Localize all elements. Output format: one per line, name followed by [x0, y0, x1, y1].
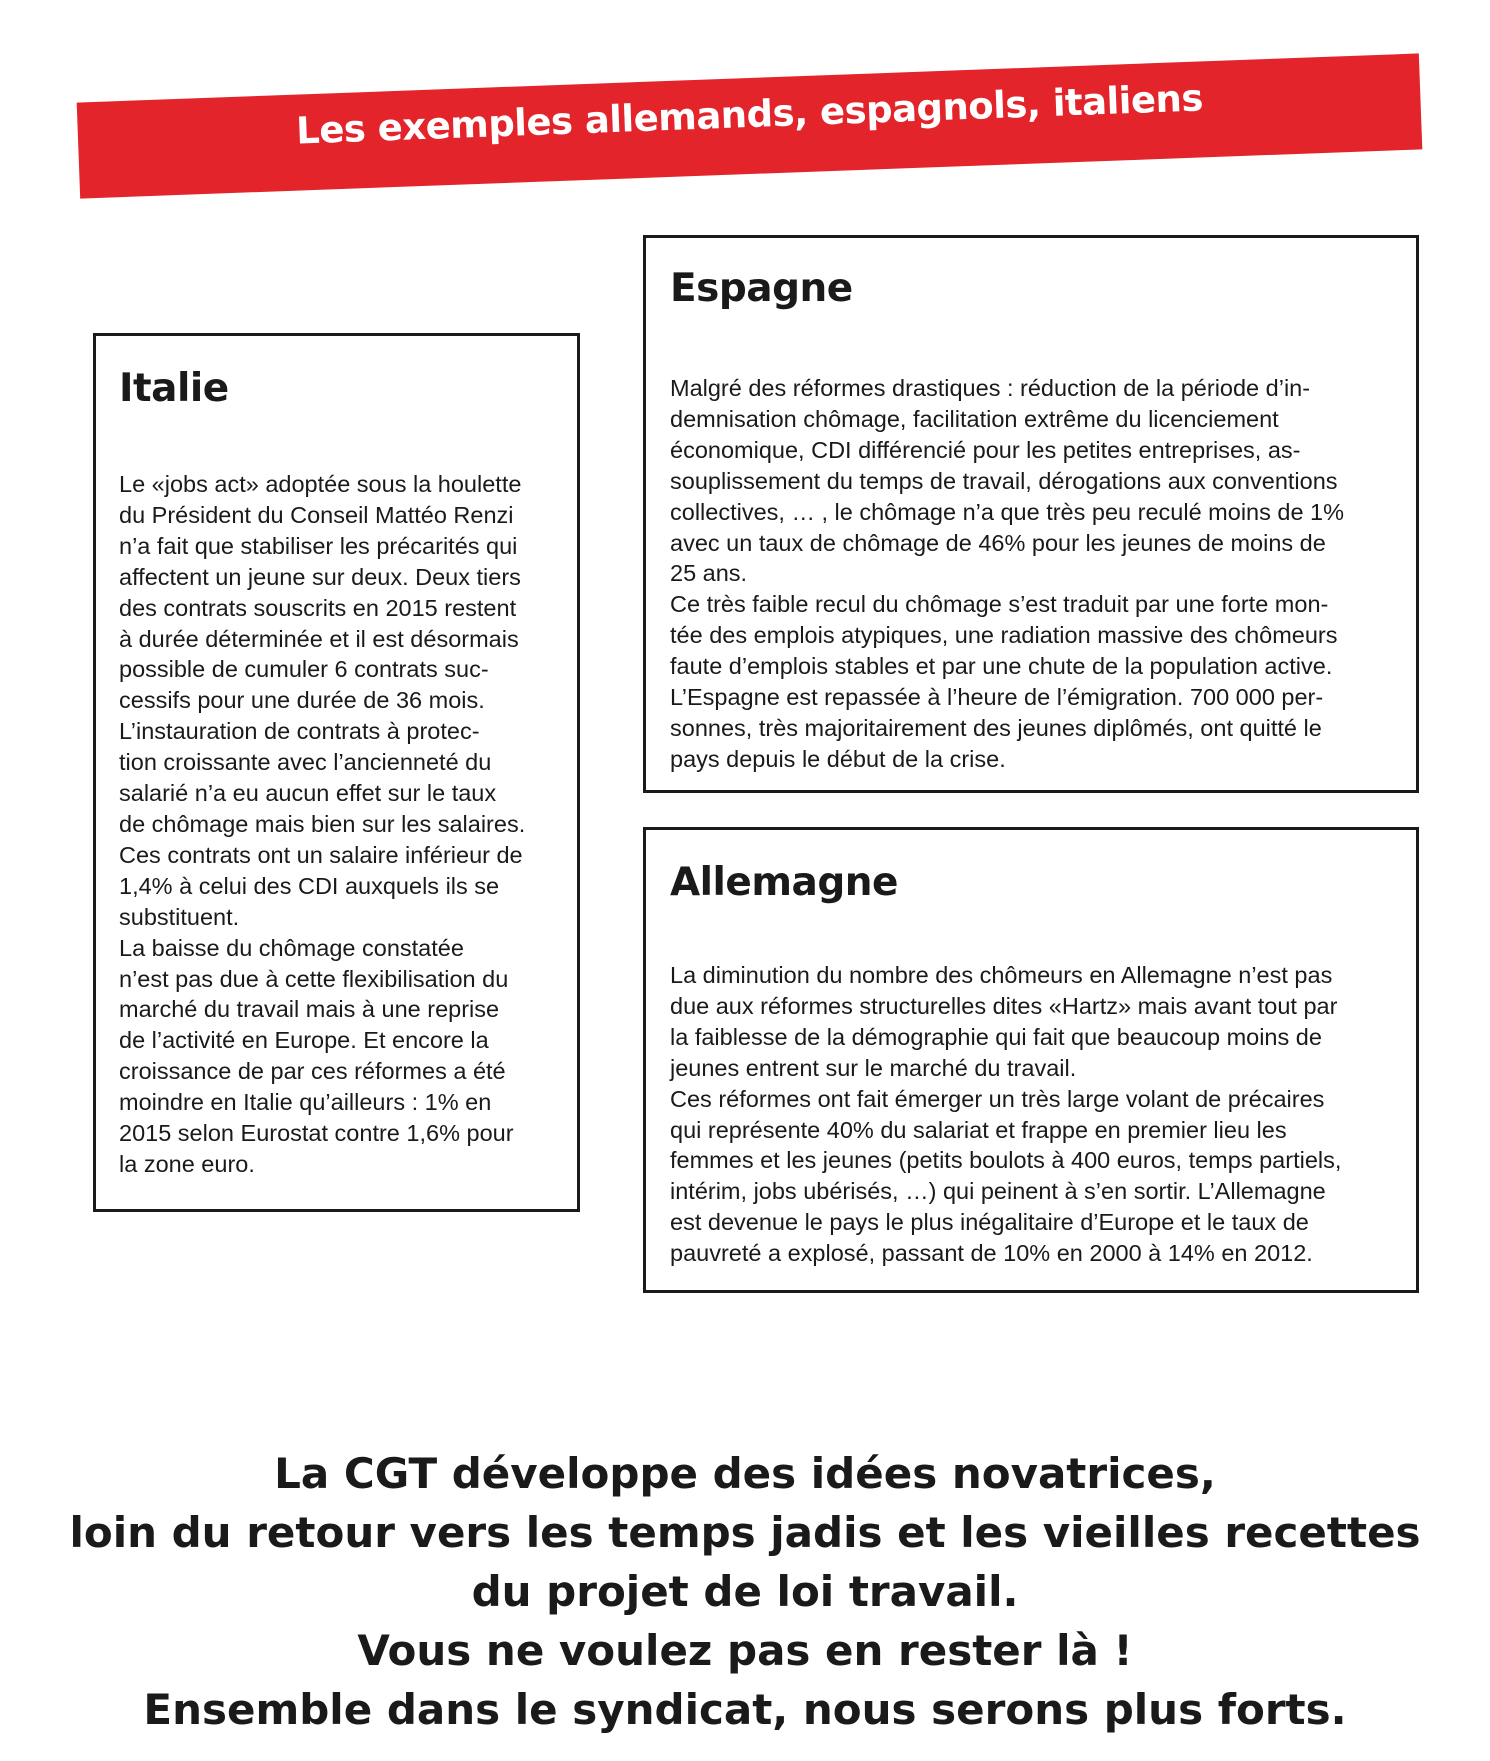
text-line: des contrats souscrits en 2015 restent — [119, 594, 517, 621]
page-title: Les exemples allemands, espagnols, italiens — [295, 76, 1204, 153]
text-line: à durée déterminée et il est désormais — [119, 625, 519, 652]
text-line: affectent un jeune sur deux. Deux tiers — [119, 563, 521, 590]
text-line: du Président du Conseil Mattéo Renzi — [119, 501, 514, 528]
closing-line: loin du retour vers les temps jadis et les vieilles recettes — [69, 1508, 1421, 1557]
text-line: collectives, … , le chômage n’a que très peu reculé moins de 1% — [670, 498, 1345, 525]
closing-line: Ensemble dans le syndicat, nous serons plus forts. — [143, 1685, 1347, 1734]
espagne-heading: Espagne — [670, 266, 853, 311]
text-line: qui représente 40% du salariat et frappe en premier lieu les — [670, 1116, 1287, 1143]
allemagne-text — [670, 960, 1341, 1269]
text-line: Ces contrats ont un salaire inférieur de — [119, 841, 523, 868]
text-line: intérim, jobs ubérisés, …) qui peinent à s’en sortir. L’Allemagne — [670, 1178, 1326, 1205]
text-line: 25 ans. — [670, 560, 748, 587]
text-line: la faiblesse de la démographie qui fait que beaucoup moins de — [670, 1023, 1322, 1050]
closing-statement — [0, 1444, 1490, 1739]
italie-text — [119, 469, 525, 1180]
text-line: Le «jobs act» adoptée sous la houlette — [119, 471, 522, 497]
text-line: L’Espagne est repassée à l’heure de l’émigration. 700 000 per- — [670, 684, 1324, 711]
text-line: est devenue le pays le plus inégalitaire d’Europe et le taux de — [670, 1209, 1309, 1236]
text-line: Malgré des réformes drastiques : réduction de la période d’in- — [670, 375, 1311, 401]
text-line: faute d’emplois stables et par une chute de la population active. — [670, 653, 1333, 680]
text-line: la zone euro. — [119, 1150, 255, 1177]
text-line: n’est pas due à cette flexibilisation du — [119, 965, 509, 992]
text-line: sonnes, très majoritairement des jeunes diplômés, ont quitté le — [670, 714, 1322, 741]
text-line: n’a fait que stabiliser les précarités qui — [119, 532, 518, 559]
text-line: demnisation chômage, facilitation extrême du licenciement — [670, 405, 1279, 432]
text-line: avec un taux de chômage de 46% pour les jeunes de moins de — [670, 529, 1326, 556]
text-line: pays depuis le début de la crise. — [670, 745, 1006, 772]
text-line: femmes et les jeunes (petits boulots à 400 euros, temps partiels, — [670, 1147, 1342, 1174]
text-line: jeunes entrent sur le marché du travail. — [670, 1054, 1077, 1081]
text-line: croissance de par ces réformes a été — [119, 1058, 506, 1085]
text-line: La diminution du nombre des chômeurs en Allemagne n’est pas — [670, 962, 1333, 988]
text-line: possible de cumuler 6 contrats suc- — [119, 656, 489, 683]
italie-box — [93, 333, 580, 1212]
text-line: de chômage mais bien sur les salaires. — [119, 810, 526, 837]
text-line: pauvreté a explosé, passant de 10% en 2000 à 14% en 2012. — [670, 1240, 1313, 1267]
text-line: due aux réformes structurelles dites «Hartz» mais avant tout par — [670, 992, 1338, 1019]
text-line: économique, CDI différencié pour les petites entreprises, as- — [670, 436, 1301, 463]
closing-line: La CGT développe des idées novatrices, — [274, 1449, 1216, 1498]
text-line: salarié n’a eu aucun effet sur le taux — [119, 780, 497, 807]
text-line: tée des emplois atypiques, une radiation massive des chômeurs — [670, 622, 1338, 649]
closing-line: Vous ne voulez pas en rester là ! — [357, 1626, 1133, 1675]
allemagne-box — [643, 827, 1419, 1293]
text-line: Ces réformes ont fait émerger un très large volant de précaires — [670, 1085, 1325, 1112]
text-line: souplissement du temps de travail, dérogations aux conventions — [670, 467, 1338, 494]
espagne-text — [670, 373, 1344, 775]
text-line: cessifs pour une durée de 36 mois. — [119, 687, 485, 714]
closing-line: du projet de loi travail. — [471, 1567, 1019, 1616]
text-line: marché du travail mais à une reprise — [119, 996, 500, 1023]
text-line: 1,4% à celui des CDI auxquels ils se — [119, 872, 500, 899]
text-line: tion croissante avec l’ancienneté du — [119, 749, 492, 776]
allemagne-heading: Allemagne — [670, 860, 898, 905]
espagne-box — [643, 235, 1419, 793]
text-line: La baisse du chômage constatée — [119, 934, 464, 961]
text-line: Ce très faible recul du chômage s’est traduit par une forte mon- — [670, 591, 1329, 618]
italie-heading: Italie — [119, 366, 229, 411]
text-line: de l’activité en Europe. Et encore la — [119, 1027, 489, 1054]
text-line: L’instauration de contrats à protec- — [119, 718, 480, 745]
text-line: moindre en Italie qu’ailleurs : 1% en — [119, 1089, 492, 1116]
text-line: substituent. — [119, 903, 240, 930]
text-line: 2015 selon Eurostat contre 1,6% pour — [119, 1120, 514, 1147]
